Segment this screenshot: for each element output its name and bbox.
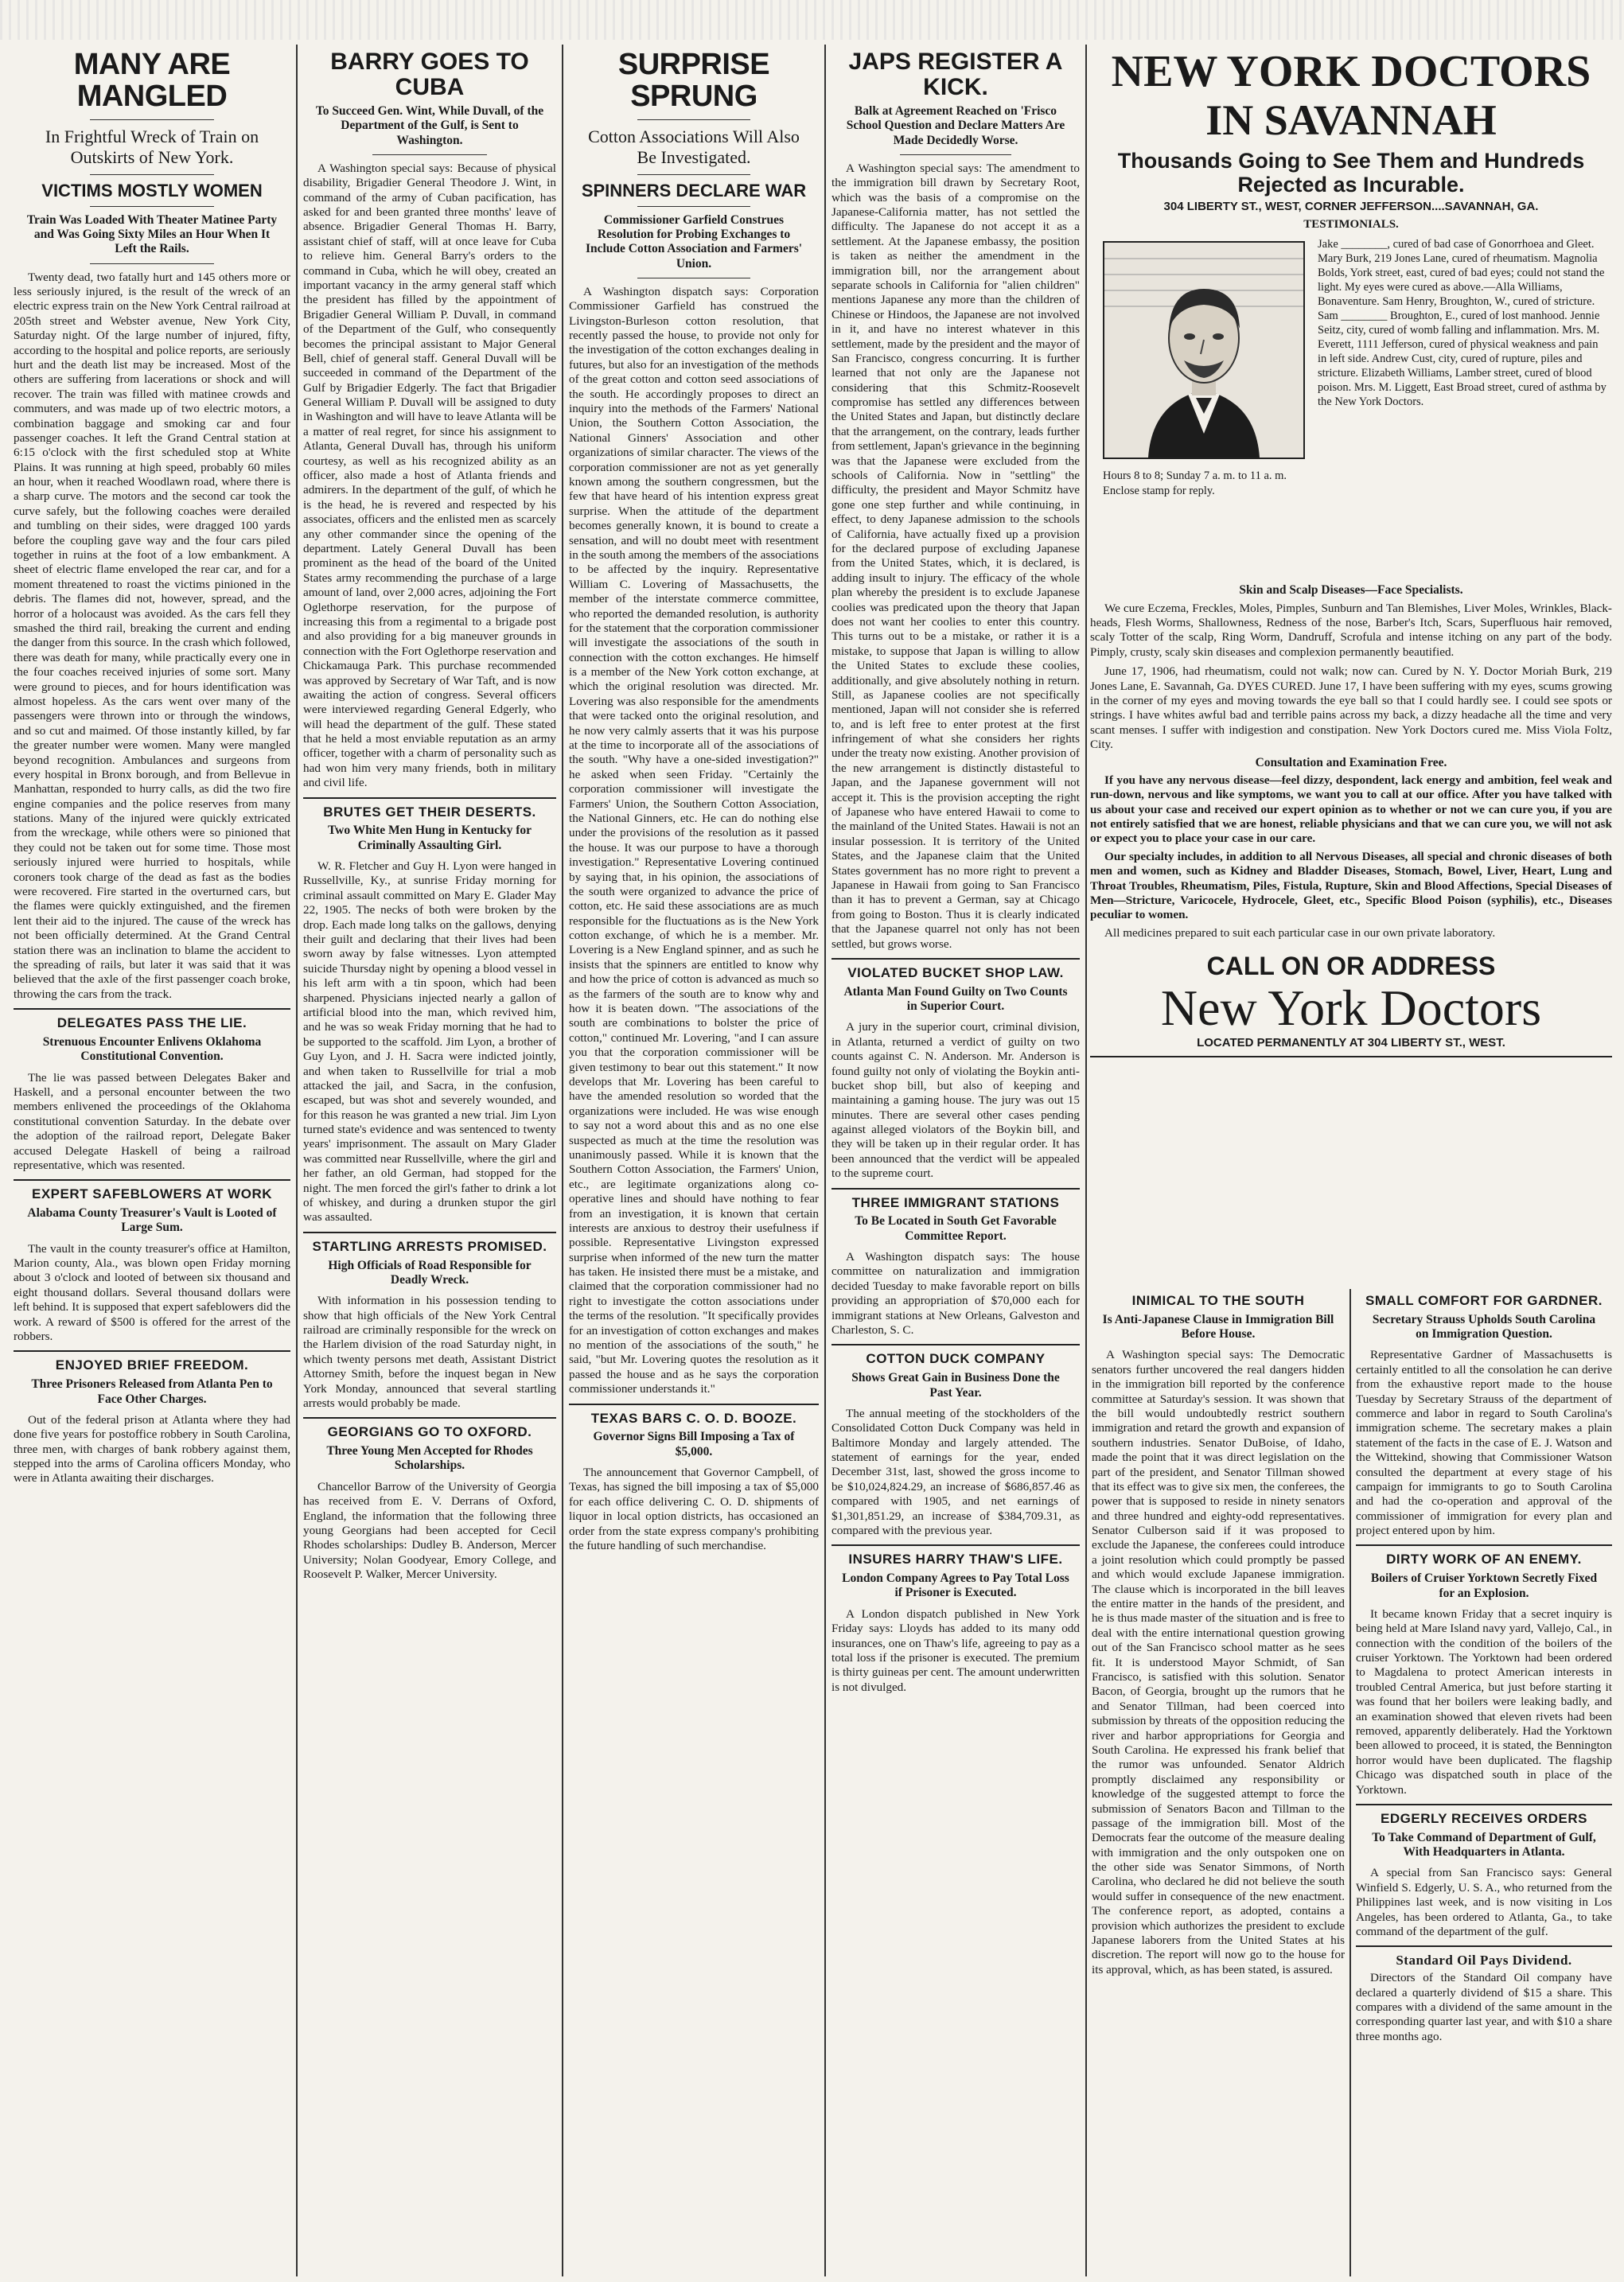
subheadline: VICTIMS MOSTLY WOMEN	[41, 180, 263, 201]
office-hours: Hours 8 to 8; Sunday 7 a. m. to 11 a. m. Enclose stamp for reply.	[1103, 469, 1287, 497]
ad-title: NEW YORK DOCTORS	[1111, 47, 1591, 96]
deck: Two White Men Hung in Kentucky for Criminally Assaulting Girl.	[327, 824, 532, 852]
article-body: A London dispatch published in New York Friday says: Lloyds has added to its many odd insurances, one on Thaw's life, agreeing to pay as a total loss if the prisoner is executed. The premium is thirty guineas per cent. The amount underwritten is not divulged.	[831, 1606, 1080, 1694]
deck: Shows Great Gain in Business Done the Past Year.	[851, 1371, 1060, 1400]
article-body: It became known Friday that a secret inquiry is being held at Mare Island navy yard, Vallejo, Cal., in connection with the condition of the boilers of the cruiser Yorktown. The Yorktown had been ordered to Magdalena to protect American interests in troubled Central America, but just before starting it was found that her boilers were leaking badly, and an examination showed that eleven rivets had been removed, apparently deliberately. Had the Yorktown been allowed to proceed, it is stated, the Bennington horror would have been duplicated. The flagship Chicago was dispatched south in place of the Yorktown.	[1356, 1606, 1612, 1797]
testimonials-heading: TESTIMONIALS.	[1303, 218, 1399, 232]
consultation-heading: Consultation and Examination Free.	[1255, 755, 1447, 769]
divider	[831, 1544, 1080, 1546]
divider	[900, 154, 1011, 155]
ad-address: 304 LIBERTY ST., WEST, CORNER JEFFERSON....SAVANNAH, GA.	[1163, 200, 1539, 214]
deck: To Take Command of Department of Gulf, With Headquarters in Atlanta.	[1372, 1830, 1596, 1859]
deck: Strenuous Encounter Enlivens Oklahoma Constitutional Convention.	[42, 1035, 262, 1064]
headline: SMALL COMFORT FOR GARDNER.	[1365, 1293, 1603, 1308]
headline: DIRTY WORK OF AN ENEMY.	[1386, 1552, 1582, 1567]
deck: Secretary Strauss Upholds South Carolina on Immigration Question.	[1372, 1312, 1596, 1342]
deck: Train Was Loaded With Theater Matinee Party and Was Going Sixty Miles an Hour When It Left the Rails.	[26, 212, 278, 256]
deck: Alabama County Treasurer's Vault is Looted of Large Sum.	[27, 1206, 277, 1235]
ad-specialty: Our specialty includes, in addition to all Nervous Diseases, all special and chronic diseases of both men and women, such as Kidney and Bladder Diseases, Stomach, Bowel, Liver, Heart, Lung and Throat Troubles, Rheumatism, Piles, Fistula, Rupture, Skin and Blood Affections, Special Diseases of Men—Stricture, Varicocele, Hydrocele, Gleet, etc., Specific Blood Poison (syphilis), etc., Diseases peculiar to women.	[1090, 849, 1612, 922]
headline: JAPS REGISTER A KICK.	[848, 49, 1063, 100]
divider	[569, 1404, 819, 1405]
divider	[14, 1179, 290, 1181]
headline: GEORGIANS GO TO OXFORD.	[327, 1424, 532, 1440]
ad-location: LOCATED PERMANENTLY AT 304 LIBERTY ST., WEST.	[1197, 1036, 1505, 1050]
deck: Cotton Associations Will Also Be Investigated.	[588, 126, 800, 167]
article-body: Chancellor Barrow of the University of Georgia has received from E. V. Derrans of Oxford, England, the information that the following three young Georgians had been accepted for Cecil Rhodes scholarships: Dudley B. Anderson, Mercer University; Nolan Goodyear, Emory College, and Roosevelt P. Walker, Mercer University.	[303, 1479, 556, 1582]
headline: EDGERLY RECEIVES ORDERS	[1381, 1810, 1587, 1826]
headline: Standard Oil Pays Dividend.	[1396, 1953, 1572, 1969]
deck: London Company Agrees to Pay Total Loss if Prisoner is Executed.	[842, 1571, 1069, 1600]
article-body: Out of the federal prison at Atlanta where they had done five years for postoffice robbery in South Carolina, three men, with charges of bank robbery against them, stepped into the arms of Carolina officers Monday, who were in Atlanta awaiting their discharges.	[14, 1412, 290, 1486]
column-1	[8, 45, 296, 2276]
headline: INIMICAL TO THE SOUTH	[1131, 1293, 1305, 1308]
article-body: A jury in the superior court, criminal division, in Atlanta, returned a verdict of guilty on two counts against C. N. Anderson. Mr. Anderson is found guilty not only of violating the Boykin anti-bucket shop bill, but also of keeping and maintaining a gaming house. The jury was out 15 minutes. There are several other cases pending against alleged violators of the Boykin bill, and they will be taken up in their regular order. It has been announced that the verdict will be appealed to the supreme court.	[831, 1020, 1080, 1181]
deck: Commissioner Garfield Construes Resolution for Probing Exchanges to Include Cotton Association and Farmers' Union.	[585, 212, 803, 271]
divider	[303, 797, 556, 799]
deck: To Be Located in South Get Favorable Committee Report.	[855, 1214, 1057, 1243]
divider	[637, 119, 750, 120]
testimonial-letter: June 17, 1906, had rheumatism, could not walk; now can. Cured by N. Y. Doctor Moriah Burk, 219 Jones Lane, E. Savannah, Ga. DYES CURED. June 17, I have been suffering with my eyes, scums growing in the corner of my eyes and moving towards the eye ball so that I could hardly see. I could see spots or strings. I have whites awful bad and terrible pains across my back, a dizzy headache all the time and very scant menses. I suffer with indigestion and constipation. New York Doctors cured me. Miss Viola Foltz, City.	[1090, 664, 1612, 752]
column-4	[826, 45, 1085, 2276]
headline: TEXAS BARS C. O. D. BOOZE.	[590, 1410, 797, 1426]
subheadline: SPINNERS DECLARE WAR	[581, 180, 807, 201]
portrait-engraving-icon	[1104, 243, 1303, 458]
divider	[372, 154, 486, 155]
page-top-edge	[0, 0, 1624, 40]
headline: COTTON DUCK COMPANY	[866, 1351, 1046, 1367]
article-body: Representative Gardner of Massachusetts is certainly entitled to all the consolation he can derive from the exhaustive report made to the house Tuesday by Secretary Strauss of the department of commerce and labor in regard to South Carolina's immigration scheme. The secretary makes a plain statement of the facts in the case of E. J. Watson and the Wittekind, showing that Commissioner Watson consulted the department at every stage of his campaign for immigrants to go to South Carolina and had the co-operation and approval of the commissioner of immigration for every plan and project entered upon by him.	[1356, 1348, 1612, 1538]
divider	[831, 1188, 1080, 1190]
deck: Three Young Men Accepted for Rhodes Scholarships.	[326, 1444, 533, 1473]
doctor-portrait	[1103, 241, 1305, 459]
divider	[831, 958, 1080, 960]
divider	[90, 206, 215, 207]
article-body: A Washington dispatch says: The house committee on naturalization and immigration decided Tuesday to make favorable report on bills providing an appropriation of $70,000 each for immigrant stations at New Orleans, Galveston and Charleston, S. C.	[831, 1250, 1080, 1337]
article-body: A Washington dispatch says: Corporation Commissioner Garfield has construed the Livingston-Burleson cotton resolution, that recently passed the house, to provide not only for the investigation of the cotton exchanges dealing in futures, but also for an investigation of the methods of the great cotton and cotton seed associations of the south. He accordingly proposes to direct an inquiry into the methods of the Farmers' National Union, the Southern Cotton Association, the National Ginners' Association and other organizations of similar character. The views of the corporation commissioner are not as yet generally known among the southern congressmen, but the few that have heard of his intention express great surprise. When the attitude of the department becomes generally known, it is bound to create a sensation, and will no doubt meet with resentment in the south among the members of the associations to be affected by the inquiry. Representative William C. Lovering of Massachusetts, the member of the interstate commerce committee, who reported the demanded resolution, is authority for the statement that the corporation commissioner will investigate the associations of the south in connection with the cotton exchanges. He himself is a member of the New York cotton exchange, at which the original resolution was directed. Mr. Lovering was also responsible for the amendments that were tacked onto the original resolution, and he now very calmly asserts that it was his purpose at the time to incorporate all of the associations of the south. "Why have a one-sided investigation?" he asked when seen Friday. "Certainly the corporation commissioner will investigate the Farmers' Union, the Southern Cotton Association, the National Ginners, etc. He can do nothing else under the provisions of the resolution as it passed the house. It was our purpose to have a thorough investigation." Representative Lovering continued by saying that, in his opinion, the associations of the south were organized to advance the price of cotton, etc. He said these associations are as much responsible for the fluctuations as is the New York cotton exchange, of which he is a member. Mr. Lovering is a New England spinner, and as such he insists that the spinners are entitled to know why and how the price of cotton is advanced as much so as the farmers of the south are to know why and how it is beaten down. "The associations of the south are combinations to bolster the price of cotton," continued Mr. Lovering, "and I can assure you that the corporation commissioner will be given testimony to bear out this statement." It now develops that Mr. Lovering has been careful to have the amended resolution so worded that the organizations were included. He was wise enough to say not a word about this and as no one else suspected as much at the time the resolution was unanimously passed. While it is known that the Southern Cotton Association, the Farmers' Union, etc., are legitimate organizations along co-operative lines and should have nothing to fear from an investigation, it is known that certain interests are anxious to destroy their usefulness if possible. Representative Livingston expressed surprise when informed of the new turn the matter has taken. He insisted there must be a mistake, and claimed that the corporation commissioner had no right to investigate the cotton associations under the terms of the resolution. "It specifically provides for an investigation of cotton exchanges and makes no mention of the associations of the south," he said, "but Mr. Lovering quotes the resolution as it passed the house and as he says the corporation commissioner understands it."	[569, 284, 819, 1396]
deck: In Frightful Wreck of Train on Outskirts of New York.	[45, 126, 259, 167]
column-5b	[1351, 1289, 1617, 2276]
divider	[14, 1008, 290, 1010]
divider	[1356, 1945, 1612, 1947]
testimonials-list: Jake ________, cured of bad case of Gonorrhoea and Gleet. Mary Burk, 219 Jones Lane, cured of rheumatism. Magnolia Bolds, York street, east, cured of bad eyes; could not stand the light. My eyes were cured as above.—Alla Williams, Bonaventure. Sam Henry, Broughton, W., cured of stricture. Sam ________ Broughton, E., cured of lost manhood. Jennie Seitz, city, cured of womb falling and inflammation. Mrs. M. Everett, 1111 Jefferson, cured of physical weakness and pain in left side. Andrew Cust, city, cured of rupture, piles and stricture. Elizabeth Williams, Lamber street, cured of blood poison. Mrs. M. Liggett, East Broad street, cured of asthma by the New York Doctors.	[1318, 238, 1606, 409]
deck: Governor Signs Bill Imposing a Tax of $5,000.	[593, 1430, 795, 1458]
divider	[14, 1350, 290, 1352]
ad-name: New York Doctors	[1160, 979, 1542, 1037]
article-body: A Washington special says: The amendment to the immigration bill drawn by Secretary Root, which was the basis of a compromise on the Japanese-California matter, has not settled the difficulty. The Japanese do not accept it as a settlement. At the Japanese embassy, the position is taken as neither the amendment in the immigration bill, nor the arrangement about separate schools in California for "alien children" mentions Japanese any more than the children of Chinese or Hindoos, the Japanese are not involved in it, and have no interest whatever in this settlement, made by the president and the mayor of San Francisco, congress concurring. It is further learned that not only are the Japanese not considering that this Schmitz-Roosevelt compromise has settled any differences between the United States and Japan, but distinctly declare that the arrangement, on the contrary, leads further from settlement, Japan's grievance in the beginning was that the Japanese were excluded from the schools of California. Now in "settling" the difficulty, the president and Mayor Schmitz have gone one step further and while continuing, in effect, to deny Japanese admission to the schools of California, have actually fixed up a provision for the declared purpose of excluding Japanese from the United States, which, it is declared, is adding insult to injury. The efficacy of the whole plan whereby the president is to exclude Japanese coolies was predicated upon the theory that Japan does not want her coolies to enter this country. This turns out to be a mistake, or rather it is a mistake, to suppose that Japan is willing to allow the United States to exclude these coolies, additionally, and give absolutely nothing in return. Still, as Japanese coolies are not specifically mentioned, Japan will not consider she is referred to, and is left free to enter protest at the first infringement of what she considers her rights under the treaty now existing. Another provision of the new arrangement is distinctly distasteful to Japan, and the Japanese government will not accept it. This is the provision accepting the right of Japanese who have entered Hawaii to come to the mainland of the United States. Hawaii is not an insular possession. It is territory of the United States, and the Japanese claim that the United States government has no more right to prevent a Japanese in Hawaii from going to San Francisco than it has to prevent a German, say at Chicago from going to Boston. Thus it is clearly indicated that the Japanese quarrel not only has not been settled, but grows worse.	[831, 161, 1080, 951]
headline: DELEGATES PASS THE LIE.	[56, 1015, 247, 1031]
skin-body: We cure Eczema, Freckles, Moles, Pimples, Sunburn and Tan Blemishes, Liver Moles, Wrinkles, Black-heads, Flesh Worms, Shallowness, Redness of the nose, Barber's Itch, Scars, Superfluous hair removed, scaly Totter of the scalp, Ring Worm, Dandruff, Scrofula and intense itching on any part of the body. Pimply, crusty, scaly skin diseases and complexion permanently beautified.	[1090, 601, 1612, 659]
article-body: The vault in the county treasurer's office at Hamilton, Marion county, Ala., was blown open Friday morning about 3 o'clock and looted of between six thousand and eight thousand dollars. Several thousand dollars were left behind. It is supposed that expert safeblowers did the work. A reward of $500 is offered for the arrest of the robbers.	[14, 1241, 290, 1344]
headline: VIOLATED BUCKET SHOP LAW.	[847, 964, 1064, 980]
divider	[303, 1232, 556, 1233]
divider	[303, 1417, 556, 1419]
headline: STARTLING ARRESTS PROMISED.	[312, 1238, 547, 1254]
headline: BARRY GOES TO CUBA	[330, 49, 529, 100]
article-body: The lie was passed between Delegates Baker and Haskell, and a personal encounter between the two members enlivened the proceedings of the Oklahoma constitutional convention Saturday. In the debate over the adoption of the railroad report, Delegate Baker accused Delegate Haskell of being a railroad representative, which was resented.	[14, 1070, 290, 1172]
deck: To Succeed Gen. Wint, While Duvall, of the Department of the Gulf, is Sent to Washington.	[315, 104, 544, 147]
divider	[90, 119, 215, 120]
article-body: W. R. Fletcher and Guy H. Lyon were hanged in Russellville, Ky., at sunrise Friday morning for criminal assault committed on Mary E. Glader May 22, 1905. The necks of both were broken by the drop. Each made long talks on the gallows, denying their guilt and declaring that their lives had been sworn away by false witnesses. Lyon attempted suicide Thursday night by opening a blood vessel in his left arm with a tin spoon, which had been sharpened. Physicians injected nearly a gallon of artificial blood into the man, which revived him, and he was so weak Friday morning that he had to be supported to the scaffold. Jim Lyon, a brother of Guy Lyon, and J. H. Sacra were indicted jointly, and when taken to Russellville for trial a mob attacked the jail, and Sacra, in the confusion, escaped, but was shot and severely wounded, and for this reason he was granted a new trial. Jim Lyon turned state's evidence and was sentenced to twenty years' imprisonment. The assault on Mary Glader was committed near Russellville, where the girl and her father, an old German, had stopped for the night. The men forced the girl's father to drink a lot of whiskey, and during a drunken stupor the girl was assaulted.	[303, 859, 556, 1225]
column-2	[298, 45, 562, 2276]
headline: INSURES HARRY THAW'S LIFE.	[848, 1552, 1063, 1567]
headline: EXPERT SAFEBLOWERS AT WORK	[32, 1186, 272, 1202]
article-body: A Washington special says: Because of physical disability, Brigadier General Theodore J. Wint, in command of the army of Cuban pacification, has asked for and been granted three months' leave of absence. Brigadier General Thomas H. Barry, assistant chief of staff, will at once leave for Cuba to relieve him. General Barry's orders to the command in Cuba, which he will obey, created an important vacancy in the army general staff which the president has filled by the appointment of Brigadier General William P. Duvall, in command of the Department of the Gulf, who consequently becomes the principal assistant to Major General Bell, chief of general staff. General Duvall will be succeeded in command of the Department of the Gulf by Brigadier Edgerly. The fact that Brigadier General William P. Duvall will be assigned to duty in Washington and will have to leave Atlanta will be a matter of real regret, for since his assignment to Atlanta, General Duvall has, through his uniform courtesy, as well as his recognized ability as an officer, also made a host of Atlanta friends and admirers. In the department of the gulf, of which he is the head, he is revered and respected by his associates, officers and the enlisted men as scarcely any other commander since the opening of the department. Lately General Duvall has been prominent as the head of the board of the United States army recommending the purchase of a large amount of land, over 2,000 acres, adjoining the Fort Oglethorpe reservation, for the purpose of increasing this from a regimental to a brigade post and also providing for a big maneuver grounds in connection with the Fort Oglethorpe reservation and Chickamauga Park. This purchase recommended was approved by Secretary of War Taft, and is now awaiting the action of congress. Several officers were interviewed regarding General Edgerly, who will head the department of the gulf. These stated that he held a most enviable reputation as an army officer, together with a charm of personality such as had won him very many friends, both in military and civil life.	[303, 161, 557, 790]
call-heading: CALL ON OR ADDRESS	[1206, 952, 1496, 981]
ad-title: IN SAVANNAH	[1205, 96, 1497, 144]
divider	[637, 174, 750, 175]
divider	[1356, 1544, 1612, 1546]
headline: SURPRISE SPRUNG	[617, 48, 770, 113]
skin-heading: Skin and Scalp Diseases—Face Specialists.	[1239, 583, 1463, 598]
ad-subtitle: Thousands Going to See Them and Hundreds Rejected as Incurable.	[1117, 149, 1585, 197]
column-3	[563, 45, 824, 2276]
headline: ENJOYED BRIEF FREEDOM.	[55, 1357, 249, 1373]
headline: BRUTES GET THEIR DESERTS.	[323, 804, 536, 820]
ad-pitch: If you have any nervous disease—feel dizzy, despondent, lack energy and ambition, feel weak and run-down, nervous and like symptoms, we want you to call at our office. After you have talked with us about your case and received our expert opinion as to whether or not we can cure you, if you are not entirely satisfied that we are honest, reliable physicians and that we can cure you, we will not ask or expect you to place your case in our care.	[1090, 773, 1612, 846]
divider	[1356, 1804, 1612, 1805]
article-body: A special from San Francisco says: General Winfield S. Edgerly, U. S. A., who returned from the Philippines last week, and is now visiting in Los Angeles, has been ordered to Atlanta, Ga., to take command of the department of the gulf.	[1356, 1866, 1612, 1938]
deck: Balk at Agreement Reached on 'Frisco School Question and Declare Matters Are Made Decidedly Worse.	[846, 104, 1065, 147]
article-body: The annual meeting of the stockholders of the Consolidated Cotton Duck Company was held in Baltimore Monday and largely attended. The statement of earnings for the year, ended December 31st, last, showed the gross income to be $10,024,824.29, an increase of $686,857.46 as compared with 1905, and net earnings of $1,301,851.29, an increase of $384,709.31, as compared with the previous year.	[831, 1406, 1080, 1537]
divider	[831, 1344, 1080, 1345]
deck: High Officials of Road Responsible for Deadly Wreck.	[328, 1258, 532, 1287]
article-body: Directors of the Standard Oil company have declared a quarterly dividend of $15 a share. This compares with a dividend of the same amount in the corresponding quarter last year, and with $10 a share three months ago.	[1356, 1971, 1612, 2043]
article-body: With information in his possession tending to show that high officials of the New York Central railroad are criminally responsible for the wreck on the Harlem division of the road Saturday night, in which twenty persons met death, Assistant District Attorney Smith, before the inquest began in New York Monday, announced that several startling arrests would probably be made.	[303, 1294, 556, 1410]
divider	[637, 206, 750, 207]
deck: Boilers of Cruiser Yorktown Secretly Fixed for an Explosion.	[1370, 1571, 1598, 1600]
ad-portrait-row	[1090, 238, 1612, 580]
divider	[1090, 1056, 1612, 1057]
divider	[90, 263, 215, 264]
article-body: Twenty dead, two fatally hurt and 145 others more or less seriously injured, is the result of the wreck of an electric express train on the New York Central railroad at 205th street and Webster avenue, New York City, Saturday night. Of the large number of injured, fifty, according to the hospital and police reports, are seriously hurt and the death list may be increased. Most of the others are suffering from lacerations or shock and will recover. The train was filled with matinee crowds and commuters, and was made up of two electric motors, a combination baggage and smoking car and four passenger coaches. It left the Grand Central station at 6:15 o'clock with the first scheduled stop at White Plains. It was running at high speed, probably 60 miles an hour, when it reached Woodlawn road, where there is a sharp curve. The motors and the second car took the curve safely, but the following coaches were derailed and tumbling on their sides, were dragged 100 yards before the coupling gave way and the four cars piled together in ruins at the foot of a low embankment. A sheet of electric flame enveloped the rear car, and for a moment threatened to roast the victims pinioned in the debris. The flames did not, however, spread, and the horror of a holocaust was avoided. As the cars fell they smashed the third rail, breaking the current and ending the danger from this source. In the crash which followed, there was death for many, while practically every one in the four coaches received injuries of some sort. Many were ground to pieces, and for hours identification was almost hopeless. As the cars went over many of the passengers were thrown into or through the windows, and so cut and maimed. Of those instantly killed, by far the greater number were women. Many were mangled beyond recognition. Ambulances and surgeons from every hospital in Bronx borough, and from Bellevue in Manhattan, responded to hurry calls, as did the two fire engine companies and the police reserves from many stations. Many of the injured were quickly extricated from the wreckage, while others were so pinioned that they could not be taken out for some time. Those most seriously injured were hurried to hospitals, while coroners took charge of the dead as fast as the bodies were recovered. Fire started in the overturned cars, but the flames were quickly extinguished, and the firemen lent their aid to the injured. The cause of the wreck has not been officially determined. At the Grand Central station there was an inclination to blame the accident to the spreading of rails, but later it was said that it was believed that the axle of the first passenger coach broke, throwing the cars from the track.	[14, 270, 290, 1001]
column-5a	[1087, 1289, 1349, 2276]
deck: Is Anti-Japanese Clause in Immigration Bill Before House.	[1102, 1312, 1334, 1342]
article-body: The announcement that Governor Campbell, of Texas, has signed the bill imposing a tax of $5,000 for each office delivering C. O. D. shipments of liquor in local option districts, has occasioned an order from the state express company's prohibiting the future handling of such merchandise.	[569, 1466, 819, 1552]
ad-medicines: All medicines prepared to suit each particular case in our own private laboratory.	[1104, 925, 1496, 940]
headline: THREE IMMIGRANT STATIONS	[851, 1194, 1060, 1210]
headline: MANY ARE MANGLED	[73, 48, 231, 113]
divider	[90, 174, 215, 175]
deck: Atlanta Man Found Guilty on Two Counts in Superior Court.	[843, 984, 1068, 1014]
deck: Three Prisoners Released from Atlanta Pen to Face Other Charges.	[31, 1377, 273, 1406]
article-body: A Washington special says: The Democratic senators further uncovered the real dangers hidden in the immigration bill reported by the conference committee at Saturday's session. It was shown that the bill would undoubtedly restrict southern immigration and retard the growth and expansion of southern industries. Senator DuBoise, of Idaho, made the point that it was direct legislation on the part of the president, and Senator Tillman showed that its effect was to give six men, the conferees, the power that is supposed to reside in ninety senators and three hundred and eighty-odd representatives. Senator Culberson said if it was proposed to exclude the Japanese, the conferees could introduce a joint resolution which could promptly be passed and which would exclude Japanese immigration. The clause which is incorporated in the bill leaves the entire matter in the hands of the president, and he is thus made master of the situation and is free to deal with the entire international question growing out of the San Francisco school matter as he sees fit. It is understood Mayor Schmidt, of San Francisco, is satisfied with this solution. Senator Bacon, of Georgia, brought up the rumors that he and Senator Tillman, had been coerced into submission by threats of the opposition reducing the river and harbor appropriations for Georgia and South Carolina. He expressed his frank belief that the rumor was unfounded. Senator Aldrich promptly disclaimed any responsibility or knowledge of the suggested attempt to force the submission of Senators Bacon and Tillman to the passage of the immigration bill. Most of the Democrats fear the outcome of the measure dealing with immigration and the only outspoken one on the other side was Senator Simmons, of North Carolina, who declared he did not believe the south would suffer in consequence of the new enactment. The conference report, as adopted, contains a provision which authorizes the president to exclude Japanese laborers from the United States at his discretion. The report will now go to the house for its approval, which, as has been stated, is assured.	[1092, 1348, 1345, 1976]
